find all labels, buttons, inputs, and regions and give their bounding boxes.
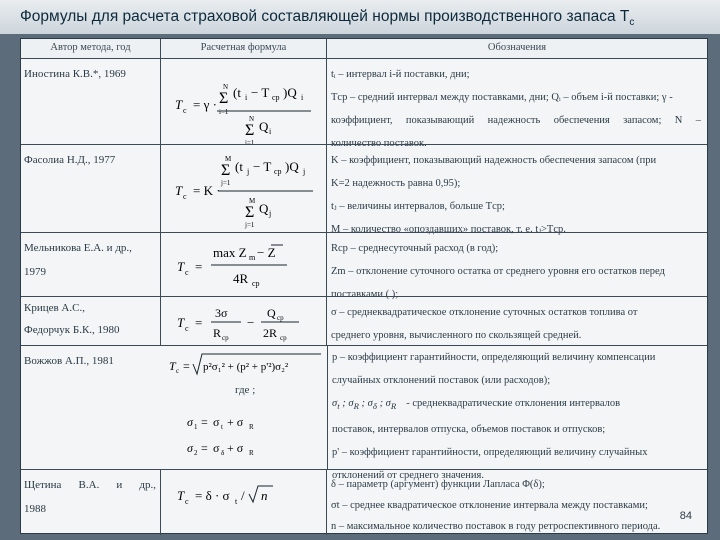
svg-text:i=1: i=1: [245, 139, 255, 147]
svg-text:c: c: [176, 367, 180, 375]
svg-text:=: =: [195, 259, 203, 274]
svg-text:i: i: [301, 93, 304, 102]
svg-text:−: −: [247, 315, 255, 330]
svg-text:M: M: [249, 197, 256, 205]
svg-text:+ σ: + σ: [227, 441, 244, 455]
notation-line: K – коэффициент, показывающий надежность обеспечения запасом (при: [331, 155, 657, 166]
svg-text:M: M: [225, 155, 232, 163]
svg-text:=: =: [201, 415, 208, 429]
svg-text:= K ·: = K ·: [193, 183, 221, 198]
author-cell: [21, 346, 161, 469]
svg-text:σ: σ: [187, 415, 193, 429]
notation-line: K=2 надежность равна 0,95);: [331, 178, 461, 189]
notation-line: случайных отклонений поставок (или расходов);: [332, 375, 551, 386]
formula-cell: [161, 59, 327, 147]
table-row: [21, 345, 707, 482]
formula-kritsev: [161, 297, 327, 346]
table-row: [21, 58, 707, 149]
svg-text:T: T: [177, 315, 185, 330]
svg-text:j=1: j=1: [221, 179, 231, 187]
svg-text:ср: ср: [252, 279, 260, 288]
svg-text:− T: − T: [251, 85, 270, 100]
svg-text:n: n: [261, 488, 268, 503]
svg-text:4R: 4R: [233, 271, 249, 286]
svg-text:=: =: [201, 441, 208, 455]
svg-text:R: R: [249, 449, 254, 457]
svg-text:=: =: [195, 315, 203, 330]
formula-cell: [161, 145, 327, 232]
author-cell: [21, 233, 161, 296]
header-notation: Обозначения: [327, 39, 707, 58]
notation-line: поставок, интервалов отпуска, объемов поставок и отпусков;: [332, 424, 606, 436]
sigma-symbols: $\sigma_t$ ; $\sigma_R$ ; $\sigma_\delta$ ; $\sigma_R$: [332, 398, 397, 412]
notation-line: p – коэффициент гарантийности, определяющий величину компенсации: [332, 352, 656, 363]
author-cell: [21, 145, 161, 232]
notation-line: количество поставок.: [331, 138, 427, 149]
svg-text:Q: Q: [259, 119, 269, 134]
header-formula: Расчетная формула: [161, 39, 327, 58]
svg-text:ср: ср: [222, 334, 229, 342]
svg-text:j: j: [303, 167, 306, 176]
notation-cell: [327, 59, 707, 149]
notation-line: tⱼ – величины интервалов, больше Tср;: [331, 201, 505, 212]
formula-cell: [161, 233, 327, 296]
svg-text:t: t: [221, 423, 223, 431]
formula-cell: [161, 470, 327, 535]
formula-cell: [161, 346, 327, 469]
table-row: [21, 232, 707, 300]
svg-text:(t: (t: [233, 85, 241, 100]
author-cell: [21, 297, 161, 345]
notation-cell: [327, 470, 707, 535]
svg-text:j: j: [247, 167, 250, 176]
slide-title: [0, 0, 720, 34]
notation-cell: [327, 346, 707, 482]
svg-text:i: i: [245, 93, 248, 102]
svg-text:2: 2: [194, 449, 198, 457]
svg-text:T: T: [177, 259, 185, 274]
notation-cell: [327, 233, 707, 300]
svg-text:ср: ср: [277, 314, 284, 322]
svg-text:σ: σ: [213, 415, 220, 429]
notation-line: Rср – среднесуточный расход (в год);: [331, 243, 499, 254]
notation-line: tᵢ – интервал i-й поставки, дни;: [331, 69, 470, 80]
svg-text:Σ: Σ: [245, 122, 255, 139]
title-subscript: с: [629, 17, 635, 29]
svg-text:c: c: [183, 192, 187, 201]
notation-line: Zm – отклонение суточного остатка от среднего уровня его остатков перед: [331, 266, 665, 277]
svg-text:Σ: Σ: [221, 162, 231, 179]
notation-line: поставками ( );: [331, 289, 399, 300]
notation-line: среднего уровня, вычисленного по скользящей средней.: [331, 330, 582, 341]
author-name: Щетина В.А. и др.,: [24, 479, 156, 491]
svg-text:t: t: [235, 497, 238, 506]
notation-line: n – максимальное количество поставок в году ретроспективного периода.: [331, 521, 661, 532]
svg-text:=: =: [183, 359, 190, 373]
svg-text:3σ: 3σ: [215, 306, 228, 320]
svg-text:− T: − T: [253, 159, 272, 174]
svg-text:2R: 2R: [263, 326, 278, 340]
svg-text:ср: ср: [280, 334, 287, 342]
svg-text:1: 1: [194, 423, 198, 431]
svg-text:T: T: [177, 488, 185, 503]
notation-line: Tср – средний интервал между поставками, дни; Qᵢ – объем i-й поставки; γ -: [331, 92, 673, 103]
svg-text:c: c: [185, 324, 189, 333]
author-name: Крицев А.С.,: [24, 302, 85, 314]
author-name: Вожжов А.П., 1981: [24, 355, 114, 367]
table-row: [21, 296, 707, 345]
table-row: [21, 469, 707, 535]
svg-text:max Z: max Z: [213, 245, 247, 260]
svg-text:Σ: Σ: [245, 204, 255, 221]
page-number: 84: [679, 510, 692, 522]
svg-text:= δ · σ: = δ · σ: [195, 488, 230, 503]
svg-text:σ: σ: [213, 441, 220, 455]
notation-line: [332, 392, 701, 418]
author-cell: [21, 470, 161, 535]
svg-text:Σ: Σ: [219, 90, 229, 107]
formulas-table: [20, 38, 708, 534]
formula-vozhzhov: [161, 346, 327, 470]
notation-line: M – количество «опоздавших» поставок, т. е. tⱼ>Tср.: [331, 224, 566, 235]
notation-line: коэффициент, показывающий надежность обеспечения запасом; N –: [331, 115, 701, 126]
notation-cell: [327, 145, 707, 235]
svg-text:T: T: [169, 359, 176, 373]
svg-text:N: N: [223, 83, 229, 91]
formula-fasolia: [161, 145, 327, 233]
notation-line: σ – среднеквадратическое отклонение суточных остатков топлива от: [331, 307, 638, 318]
author-name: Мельникова Е.А. и др.,: [24, 242, 132, 254]
svg-text:Q: Q: [267, 306, 276, 320]
svg-text:j: j: [269, 209, 272, 218]
formula-cell: [161, 297, 327, 345]
svg-text:ср: ср: [274, 167, 282, 176]
svg-text:= γ ·: = γ ·: [193, 97, 217, 112]
table-header-row: [21, 39, 707, 58]
svg-text:+ σ: + σ: [227, 415, 244, 429]
svg-text:/: /: [241, 488, 245, 503]
author-name: Фасолиа Н.Д., 1977: [24, 154, 116, 166]
svg-text:i=1: i=1: [219, 108, 229, 116]
svg-text:R: R: [213, 326, 222, 340]
notation-cell: [327, 297, 707, 345]
author-year: 1988: [24, 503, 46, 515]
table-row: [21, 144, 707, 235]
title-text: Формулы для расчета страховой составляющей нормы производственного запаса Т: [20, 8, 630, 25]
author-name: Федорчук Б.К., 1980: [24, 324, 120, 336]
author-name: Иностина К.В.*, 1969: [24, 68, 126, 80]
svg-text:− Z: − Z: [257, 245, 276, 260]
author-year: 1979: [24, 266, 46, 278]
notation-line: σt – среднее квадратическое отклонение интервала между поставками;: [331, 500, 648, 511]
svg-text:N: N: [249, 115, 255, 123]
formula-shchetina: [161, 470, 327, 536]
svg-text:p²σ₁² + (p² + p'²)σ₂²: p²σ₁² + (p² + p'²)σ₂²: [203, 361, 289, 373]
notation-line: p' – коэффициент гарантийности, определяющий величину случайных: [332, 447, 648, 459]
svg-text:Q: Q: [259, 201, 269, 216]
svg-text:T: T: [175, 97, 183, 112]
svg-text:T: T: [175, 183, 183, 198]
formula-melnikova: [161, 233, 327, 297]
svg-text:ср: ср: [272, 93, 280, 102]
svg-text:δ: δ: [221, 449, 225, 457]
svg-text:(t: (t: [235, 159, 243, 174]
svg-text:c: c: [183, 106, 187, 115]
notation-line: δ – параметр (аргумент) функции Лапласа Φ(δ);: [331, 479, 545, 490]
svg-text:σ: σ: [187, 441, 193, 455]
svg-text:R: R: [249, 423, 254, 431]
svg-text:j=1: j=1: [245, 221, 255, 229]
svg-text:c: c: [185, 497, 189, 506]
notation-line: отклонений от среднего значения.: [332, 470, 484, 482]
header-author: Автор метода, год: [21, 39, 161, 58]
notation-line-text: - среднеквадратические отклонения интервалов: [406, 398, 621, 409]
svg-text:)Q: )Q: [283, 85, 297, 100]
svg-text:)Q: )Q: [285, 159, 299, 174]
svg-text:m: m: [249, 253, 256, 262]
where-label: где ;: [235, 384, 256, 396]
svg-text:i: i: [269, 127, 272, 136]
formula-inostina: [161, 59, 327, 145]
author-cell: [21, 59, 161, 144]
svg-text:c: c: [185, 268, 189, 277]
